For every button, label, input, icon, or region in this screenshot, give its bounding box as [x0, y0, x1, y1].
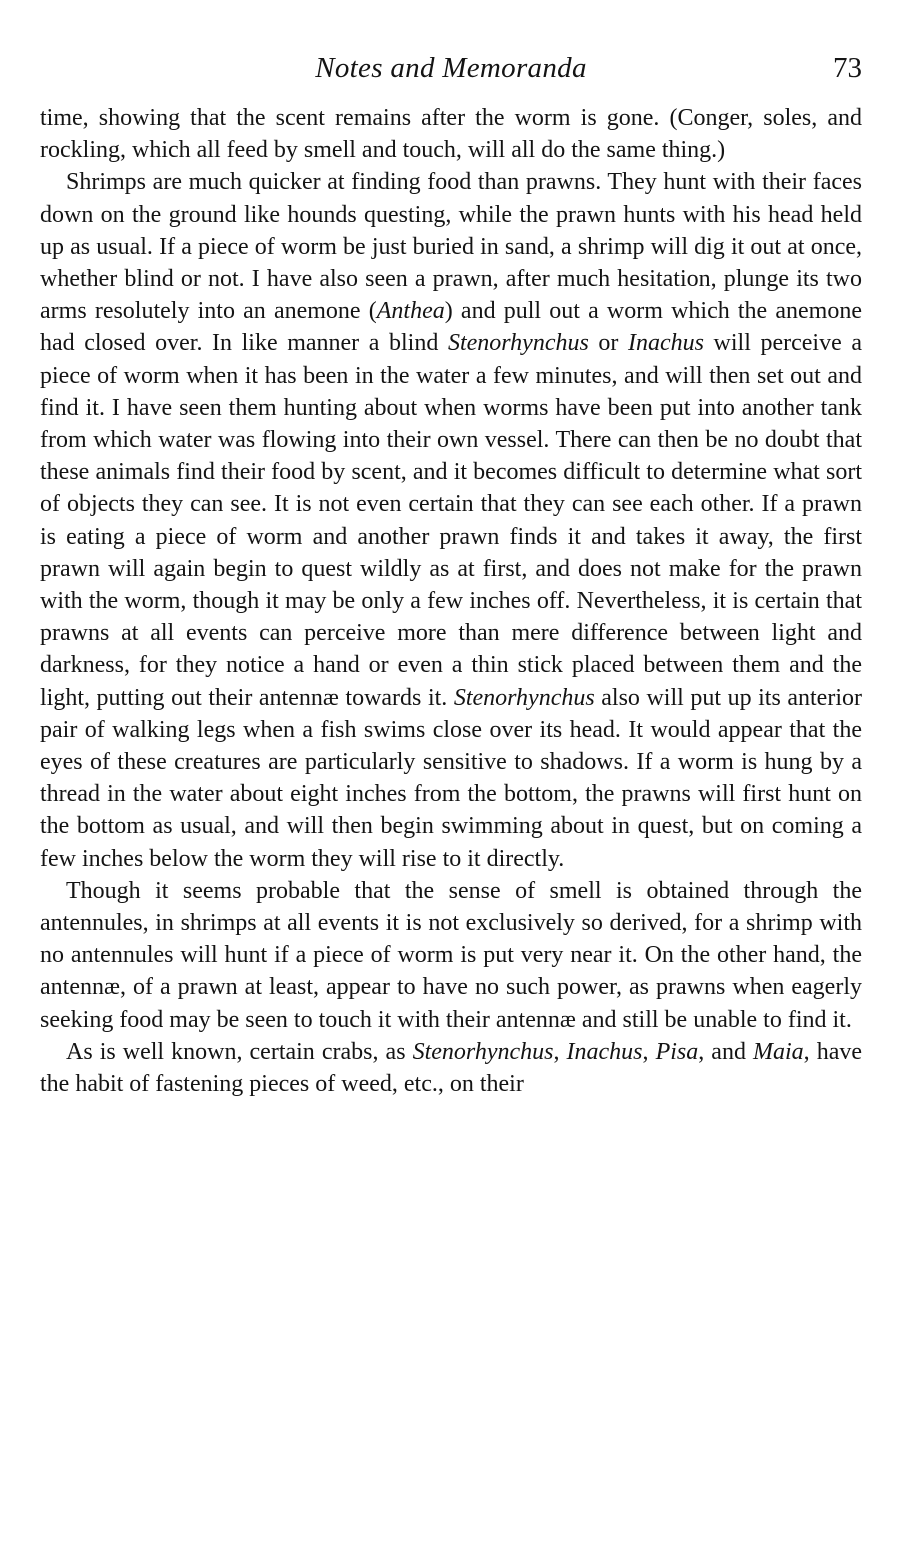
text-run: Though it seems probable that the sense of smell is obtained through the antennules, in shrimps at all events it is not exclusively so derived, for a shrimp with no antennules will hunt if a piece of worm is put very near it. On the other hand, the antennæ, of a prawn at least, appear to have no such power, as prawns when eagerly seeking food may be seen to touch it with their antennæ and still be unable to find it.	[40, 877, 862, 1033]
italic-term: Maia	[753, 1038, 804, 1065]
italic-term: Anthea	[376, 298, 445, 325]
italic-term: Stenorhynchus	[453, 684, 595, 711]
paragraph	[40, 102, 862, 166]
paragraph	[40, 166, 862, 874]
page-number: 73	[833, 52, 862, 84]
text-run: ,	[642, 1038, 656, 1065]
text-run: will perceive a piece of worm when it has been in the water a few minutes, and will then set out and find it. I have seen them hunting about when worms have been put into another tank from which water was flowing into their own vessel. There can then be no doubt that these animals find their food by scent, and it becomes difficult to determine what sort of objects they can see. It is not even certain that they can see each other. If a prawn is eating a piece of worm and another prawn finds it and takes it away, the first prawn will again begin to quest wildly as at first, and does not make for the prawn with the worm, though it may be only a few inches off. Nevertheless, it is certain that prawns at all events can perceive more than mere difference between light and darkness, for they notice a hand or even a thin stick placed between them and the light, putting out their antennæ towards it.	[40, 330, 862, 711]
text-run: or	[588, 330, 628, 357]
italic-term: Inachus	[566, 1038, 643, 1065]
paragraph	[40, 1036, 862, 1100]
page-header	[40, 52, 862, 92]
body-text	[40, 102, 862, 1100]
italic-term: Stenorhynchus	[447, 330, 589, 357]
text-run: time, showing that the scent remains after the worm is gone. (Conger, soles, and rockling, which all feed by smell and touch, will all do the same thing.)	[40, 105, 862, 164]
text-run: ,	[553, 1038, 567, 1065]
italic-term: Pisa	[655, 1038, 699, 1065]
italic-term: Stenorhynchus	[412, 1038, 554, 1065]
text-run: also will put up its anterior pair of walking legs when a fish swims close over its head. It would appear that the eyes of these creatures are particularly sensitive to shadows. If a worm is hung by a thread in the water about eight inches from the bottom, the prawns will first hunt on the bottom as usual, and will then begin swimming about in quest, but on coming a few inches below the worm they will rise to it directly.	[40, 684, 862, 872]
italic-term: Inachus	[627, 330, 704, 357]
text-run: , have the habit of fastening pieces of weed, etc., on their	[40, 1038, 863, 1098]
paragraph	[40, 875, 862, 1036]
text-run: ) and pull out a worm which the anemone had closed over. In like manner a blind	[40, 298, 863, 357]
running-head: Notes and Memoranda	[315, 52, 587, 84]
text-run: Shrimps are much quicker at finding food than prawns. They hunt with their faces down on the ground like hounds questing, while the prawn hunts with his head held up as usual. If a piece of worm be just buried in sand, a shrimp will dig it out at once, whether blind or not. I have also seen a prawn, after much hesitation, plunge its two arms resolutely into an anemone (	[40, 169, 862, 325]
text-run: , and	[698, 1038, 753, 1065]
text-run: As is well known, certain crabs, as	[66, 1038, 413, 1065]
